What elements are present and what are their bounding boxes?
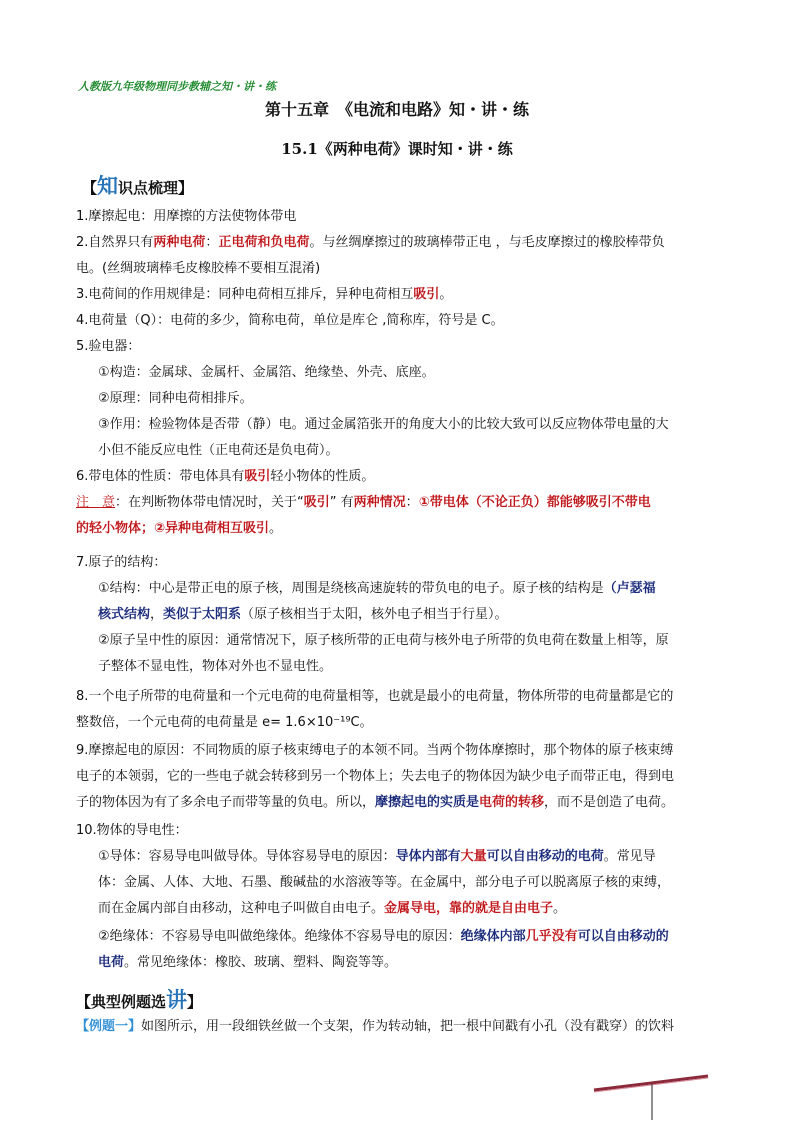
point-5-function-cont: 小但不能反应电性（正电荷还是负电荷）。 bbox=[98, 443, 339, 458]
point-10-conductor-cont1: 体：金属、人体、大地、石墨、酸碱盐的水溶液等等。在金属中，部分电子可以脱离原子核的束缚， bbox=[98, 875, 671, 890]
point-9-cont2: 子的物体因为有了多余电子而带等量的负电。所以，摩擦起电的实质是电荷的转移，而不是创造了电荷。 bbox=[76, 795, 675, 810]
point-10-insulator: ②绝缘体：不容易导电叫做绝缘体。绝缘体不容易导电的原因：绝缘体内部几乎没有可以自由移动的 bbox=[98, 929, 669, 944]
point-9-cont1: 电子的本领弱，它的一些电子就会转移到另一个物体上；失去电子的物体因为缺少电子而带正电，得到电 bbox=[76, 769, 675, 784]
point-10: 10.物体的导电性： bbox=[76, 823, 188, 838]
point-9: 9.摩擦起电的原因：不同物质的原子核束缚电子的本领不同。当两个物体摩擦时，那个物体的原子核束缚 bbox=[76, 743, 674, 758]
chapter-title: 第十五章 《电流和电路》知・讲・练 bbox=[264, 100, 529, 119]
point-4: 4.电荷量（Q）：电荷的多少，简称电荷，单位是库仑 ,简称库，符号是 C。 bbox=[76, 313, 504, 328]
point-5: 5.验电器： bbox=[76, 339, 141, 354]
point-5-principle: ②原理：同种电荷相排斥。 bbox=[98, 391, 253, 406]
point-7: 7.原子的结构： bbox=[76, 555, 167, 570]
point-6: 6.带电体的性质：带电体具有吸引轻小物体的性质。 bbox=[76, 469, 375, 484]
straw-apparatus-figure bbox=[590, 1070, 720, 1120]
section-heading-knowledge: 【知识点梳理】 bbox=[82, 174, 194, 198]
point-2-cont: 电。(丝绸玻璃棒毛皮橡胶棒不要相互混淆) bbox=[76, 261, 321, 276]
point-1: 1.摩擦起电：用摩擦的方法使物体带电 bbox=[76, 209, 297, 224]
note-label: 注 意 bbox=[76, 495, 116, 510]
lesson-title: 15.1《两种电荷》课时知・讲・练 bbox=[281, 140, 513, 158]
point-7-neutral-cont: 子整体不显电性，物体对外也不显电性。 bbox=[98, 659, 333, 674]
example-1: 【例题一】如图所示，用一段细铁丝做一个支架，作为转动轴，把一根中间戳有小孔（没有戳穿）的饮料 bbox=[76, 1019, 675, 1034]
point-3: 3.电荷间的作用规律是：同种电荷相互排斥，异种电荷相互吸引。 bbox=[76, 287, 453, 302]
example-label: 【例题一】 bbox=[76, 1019, 142, 1034]
point-10-conductor: ①导体：容易导电叫做导体。导体容易导电的原因：导体内部有大量可以自由移动的电荷。常见导 bbox=[98, 849, 656, 864]
point-8: 8.一个电子所带的电荷量和一个元电荷的电荷量相等，也就是最小的电荷量，物体所带的电荷量都是它的 bbox=[76, 689, 674, 704]
header-tag: 人教版九年级物理同步教辅之知・讲・练 bbox=[78, 80, 276, 93]
point-10-conductor-cont2: 而在金属内部自由移动，这种电子叫做自由电子。金属导电，靠的就是自由电子。 bbox=[98, 901, 567, 916]
point-7-structure: ①结构：中心是带正电的原子核，周围是绕核高速旋转的带负电的电子。原子核的结构是（卢瑟福 bbox=[98, 581, 656, 596]
point-5-structure: ①构造：金属球、金属杆、金属箔、绝缘垫、外壳、底座。 bbox=[98, 365, 435, 380]
note: 注 意：在判断物体带电情况时，关于“吸引” 有两种情况：①带电体（不论正负）都能够吸引不带电 bbox=[76, 495, 651, 510]
section-heading-examples: 【典型例题选讲】 bbox=[76, 988, 203, 1012]
point-10-insulator-cont: 电荷。常见绝缘体：橡胶、玻璃、塑料、陶瓷等等。 bbox=[98, 955, 398, 970]
point-2: 2.自然界只有两种电荷：正电荷和负电荷。与丝绸摩擦过的玻璃棒带正电 ，与毛皮摩擦过的橡胶棒带负 bbox=[76, 235, 665, 250]
straw-highlight bbox=[594, 1078, 708, 1092]
point-5-function: ③作用：检验物体是否带（静）电。通过金属箔张开的角度大小的比较大致可以反应物体带电量的大 bbox=[98, 417, 669, 432]
point-7-structure-cont: 核式结构，类似于太阳系（原子核相当于太阳，核外电子相当于行星）。 bbox=[98, 607, 508, 622]
point-8-cont: 整数倍，一个元电荷的电荷量是 e= 1.6×10⁻¹⁹C。 bbox=[76, 715, 373, 730]
straw bbox=[594, 1076, 708, 1090]
note-cont: 的轻小物体；②异种电荷相互吸引。 bbox=[76, 521, 283, 536]
point-7-neutral: ②原子呈中性的原因：通常情况下，原子核所带的正电荷与核外电子所带的负电荷在数量上相等，原 bbox=[98, 633, 669, 648]
